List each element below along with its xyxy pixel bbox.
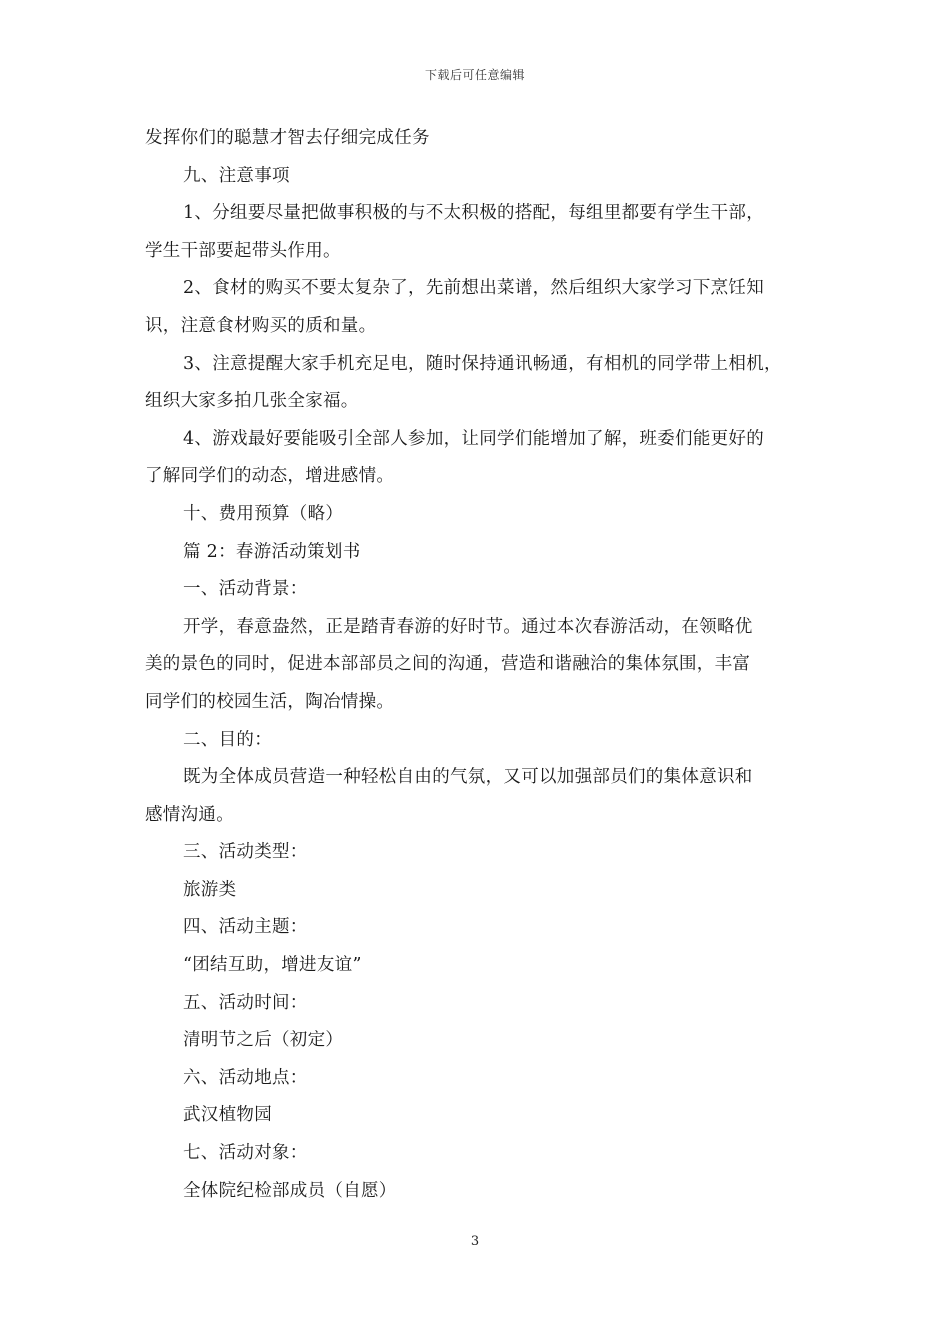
text-line: 同学们的校园生活，陶冶情操。	[145, 691, 395, 712]
text-line: “团结互助，增进友谊”	[183, 955, 362, 976]
section-heading: 五、活动时间：	[183, 992, 308, 1013]
section-heading: 十、费用预算（略）	[183, 503, 344, 524]
text-line: 2、食材的购买不要太复杂了，先前想出菜谱，然后组织大家学习下烹饪知	[183, 278, 765, 299]
section-heading: 四、活动主题：	[183, 917, 308, 938]
section-heading: 一、活动背景：	[183, 579, 308, 600]
section-heading: 七、活动对象：	[183, 1143, 308, 1164]
text-line: 全体院纪检部成员（自愿）	[183, 1180, 397, 1201]
text-line: 开学，春意盎然，正是踏青春游的好时节。通过本次春游活动，在领略优	[183, 616, 753, 637]
text-line: 感情沟通。	[145, 804, 234, 825]
text-line: 发挥你们的聪慧才智去仔细完成任务	[145, 128, 430, 148]
text-line: 了解同学们的动态，增进感情。	[145, 466, 395, 487]
page-header: 下载后可任意编辑	[424, 68, 525, 82]
section-heading: 三、活动类型：	[183, 842, 308, 863]
text-line: 既为全体成员营造一种轻松自由的气氛，又可以加强部员们的集体意识和	[183, 767, 753, 788]
section-heading: 六、活动地点：	[183, 1067, 308, 1088]
text-line: 清明节之后（初定）	[183, 1030, 344, 1051]
article-title: 篇 2：春游活动策划书	[183, 541, 361, 562]
text-line: 1、分组要尽量把做事积极的与不太积极的搭配，每组里都要有学生干部，	[183, 203, 765, 224]
text-line: 4、游戏最好要能吸引全部人参加，让同学们能增加了解，班委们能更好的	[183, 428, 765, 449]
page-number: 3	[470, 1234, 480, 1249]
text-line: 学生干部要起带头作用。	[145, 240, 341, 261]
section-heading: 九、注意事项	[183, 165, 290, 186]
document-body	[145, 120, 815, 1210]
text-line: 美的景色的同时，促进本部部员之间的沟通，营造和谐融洽的集体氛围，丰富	[145, 654, 751, 675]
text-line: 组织大家多拍几张全家福。	[145, 391, 359, 412]
section-heading: 二、目的：	[183, 729, 272, 750]
text-line: 武汉植物园	[183, 1105, 272, 1126]
text-line: 识，注意食材购买的质和量。	[145, 315, 377, 336]
text-line: 3、注意提醒大家手机充足电，随时保持通讯畅通，有相机的同学带上相机，	[183, 353, 782, 374]
text-line: 旅游类	[183, 879, 237, 900]
